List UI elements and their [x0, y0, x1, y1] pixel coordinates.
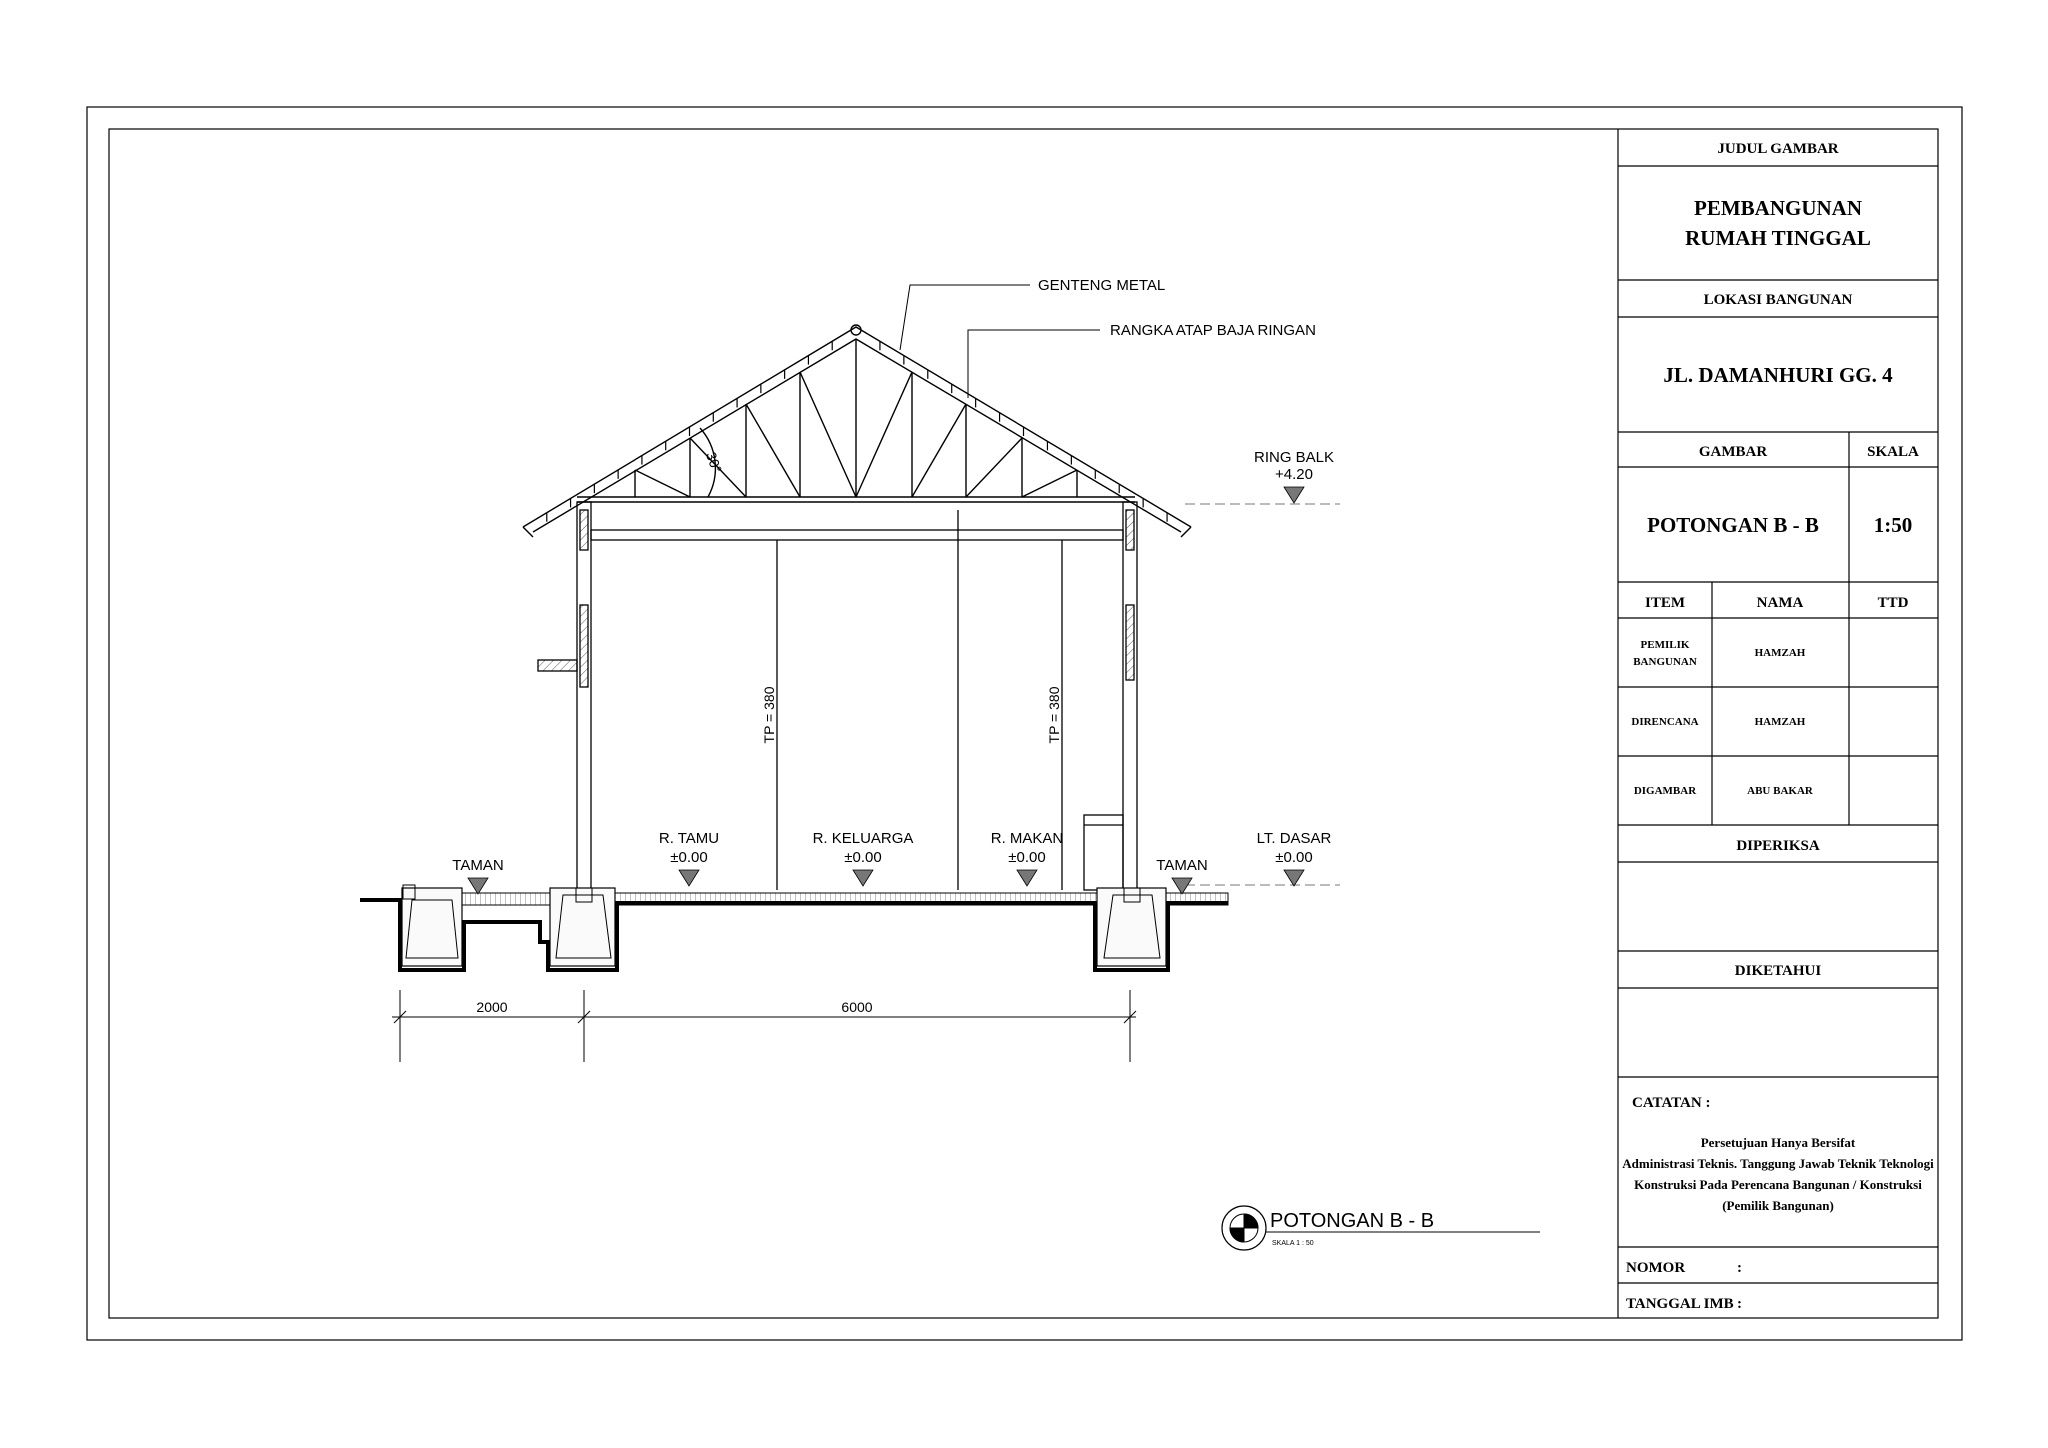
label-taman-left: TAMAN [452, 857, 504, 874]
row-direncana-nama: HAMZAH [1754, 716, 1806, 728]
reference-lines [1185, 504, 1340, 885]
nomor-label: NOMOR [1626, 1260, 1686, 1276]
catatan-line-2: Administrasi Teknis. Tanggung Jawab Teknik Teknologi [1622, 1156, 1934, 1171]
catatan-line-4: (Pemilik Bangunan) [1722, 1198, 1834, 1213]
row-pemilik-item-line1: PEMILIK [1640, 639, 1690, 651]
label-ceiling-height-left: TP = 380 [761, 686, 777, 744]
gambar-header: GAMBAR [1698, 444, 1768, 460]
level-marker-ring-balk [1284, 487, 1304, 503]
diperiksa-header: DIPERIKSA [1736, 838, 1820, 854]
label-ceiling-height-right: TP = 380 [1046, 686, 1062, 744]
row-direncana-item: DIRENCANA [1631, 716, 1699, 728]
level-marker-lt-dasar [1284, 870, 1304, 886]
label-roof-cover: GENTENG METAL [1038, 277, 1166, 294]
gambar-value: POTONGAN B - B [1647, 513, 1819, 537]
column-ttd: TTD [1877, 595, 1909, 611]
row-pemilik-item-line2: BANGUNAN [1633, 656, 1697, 668]
column-item: ITEM [1644, 595, 1686, 611]
label-room-r-tamu: R. TAMU [658, 830, 720, 847]
judul-line-1: PEMBANGUNAN [1694, 196, 1862, 220]
level-marker-taman-right [1172, 878, 1192, 894]
diketahui-header: DIKETAHUI [1734, 963, 1822, 979]
row-pemilik-nama: HAMZAH [1754, 647, 1806, 659]
lokasi-value: JL. DAMANHURI GG. 4 [1663, 363, 1893, 387]
label-lt-dasar-level: ±0.00 [1275, 849, 1313, 866]
label-room-r-keluarga-level: ±0.00 [844, 849, 882, 866]
title-block [1618, 129, 1938, 1318]
section-drawing [360, 277, 1540, 1250]
dimension-main: 6000 [841, 999, 873, 1015]
tanggal-imb-label: TANGGAL IMB [1626, 1296, 1734, 1312]
leader-lines [900, 285, 1100, 398]
roof [523, 325, 1191, 537]
label-ring-balk-level: +4.20 [1275, 466, 1313, 483]
section-scale: SKALA 1 : 50 [1272, 1240, 1314, 1247]
catatan-line-1: Persetujuan Hanya Bersifat [1700, 1135, 1856, 1150]
skala-value: 1:50 [1873, 513, 1913, 537]
dimension-left: 2000 [476, 999, 508, 1015]
nomor-colon: : [1737, 1260, 1742, 1276]
level-marker-r-makan [1017, 870, 1037, 886]
row-digambar-nama: ABU BAKAR [1747, 785, 1813, 797]
label-taman-right: TAMAN [1156, 857, 1208, 874]
judul-gambar-header: JUDUL GAMBAR [1717, 141, 1839, 157]
label-room-r-keluarga: R. KELUARGA [812, 830, 914, 847]
label-lt-dasar: LT. DASAR [1256, 830, 1332, 847]
level-marker-r-tamu [679, 870, 699, 886]
label-ring-balk: RING BALK [1253, 449, 1335, 466]
label-room-r-makan-level: ±0.00 [1008, 849, 1046, 866]
level-marker-r-keluarga [853, 870, 873, 886]
level-marker-taman-left [468, 878, 488, 894]
column-nama: NAMA [1756, 595, 1804, 611]
skala-header: SKALA [1867, 444, 1919, 460]
judul-line-2: RUMAH TINGGAL [1685, 226, 1871, 250]
catatan-label: CATATAN : [1632, 1095, 1711, 1111]
label-room-r-tamu-level: ±0.00 [670, 849, 708, 866]
row-digambar-item: DIGAMBAR [1633, 785, 1697, 797]
label-roof-frame: RANGKA ATAP BAJA RINGAN [1110, 322, 1316, 339]
foundation [360, 885, 1228, 970]
tanggal-imb-colon: : [1737, 1296, 1742, 1312]
catatan-line-3: Konstruksi Pada Perencana Bangunan / Konstruksi [1634, 1177, 1922, 1192]
label-roof-angle: 30° [702, 449, 726, 476]
label-room-r-makan: R. MAKAN [990, 830, 1064, 847]
lokasi-header: LOKASI BANGUNAN [1703, 292, 1853, 308]
section-title: POTONGAN B - B [1270, 1210, 1435, 1232]
